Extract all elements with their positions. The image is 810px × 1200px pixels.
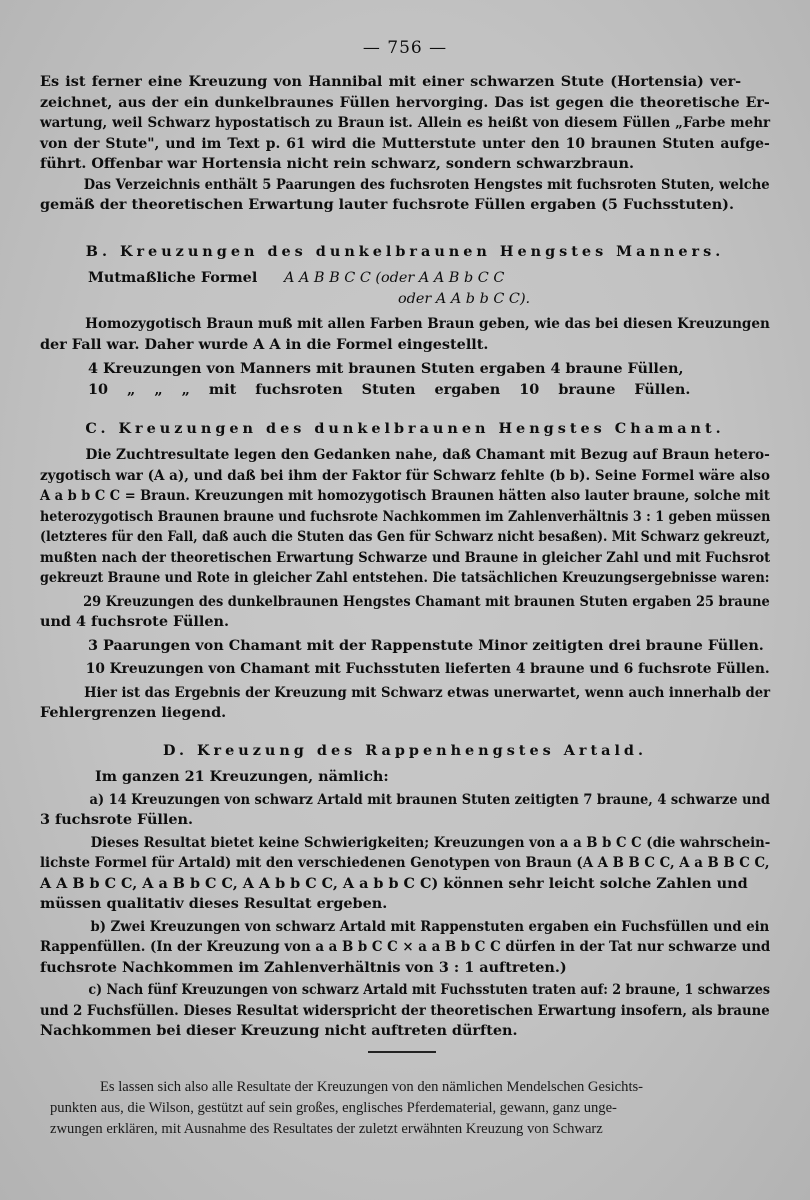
paragraph-artald	[40, 767, 770, 1042]
text-line: 29 Kreuzungen des dunkelbraunen Hengstes Chamant mit braunen Stuten ergaben 25 braune	[83, 592, 770, 610]
text-line: 10 Kreuzungen von Chamant mit Fuchsstuten lieferten 4 braune und 6 fuchsrote Füllen.	[85, 660, 770, 677]
section-heading-c: C. Kreuzungen des dunkelbraunen Hengstes Chamant.	[85, 420, 725, 437]
text-line: und 4 fuchsrote Füllen.	[40, 613, 229, 630]
text-line: zwungen erklären, mit Ausnahme des Resultates der zuletzt erwähnten Kreuzung von Schwarz	[50, 1121, 603, 1137]
formula-line-2: oder A A b b C C).	[398, 291, 531, 307]
text-line: (letzteres für den Fall, daß auch die Stuten das Gen für Schwarz nicht besaßen). Mit Schwarz gekreuzt,	[40, 528, 771, 545]
text-line: fuchsrote Nachkommen im Zahlenverhältnis von 3 : 1 auftreten.)	[40, 958, 567, 976]
formula-line-1: A A B B C C (oder A A B b C C	[284, 270, 505, 286]
text-line: punkten aus, die Wilson, gestützt auf sein großes, englisches Pferdematerial, gewann, ganz unge-	[50, 1100, 617, 1116]
text-line: Fehlergrenzen liegend.	[40, 704, 227, 721]
text-line: der Fall war. Daher wurde A A in die Formel eingestellt.	[40, 335, 489, 353]
text-line: Rappenfüllen. (In der Kreuzung von a a B b C C × a a B b C C dürfen in der Tat nur schwarze und	[40, 938, 771, 955]
closing-paragraph	[50, 1077, 770, 1140]
section-heading-d: D. Kreuzung des Rappenhengstes Artald.	[163, 742, 647, 759]
text-line: A A B b C C, A a B b C C, A A b b C C, A a b b C C) können sehr leicht solche Zahlen und	[40, 874, 748, 892]
text-line: 3 fuchsrote Füllen.	[40, 811, 193, 828]
text-line: wartung, weil Schwarz hypostatisch zu Braun ist. Allein es heißt von diesem Füllen „Farbe mehr	[40, 114, 771, 131]
text-line: Es lassen sich also alle Resultate der Kreuzungen von den nämlichen Mendelschen Gesichts-	[100, 1079, 644, 1095]
text-line: Dieses Resultat bietet keine Schwierigkeiten; Kreuzungen von a a B b C C (die wahrschein-	[90, 833, 771, 851]
text-line: a) 14 Kreuzungen von schwarz Artald mit braunen Stuten zeitigten 7 braune, 4 schwarze und	[89, 790, 770, 808]
text-line: Im ganzen 21 Kreuzungen, nämlich:	[95, 768, 389, 785]
text-line: Hier ist das Ergebnis der Kreuzung mit Schwarz etwas unerwartet, wenn auch innerhalb der	[84, 683, 771, 701]
text-line: Es ist ferner eine Kreuzung von Hannibal mit einer schwarzen Stute (Hortensia) ver-	[40, 73, 742, 90]
text-line: und 2 Fuchsfüllen. Dieses Resultat widerspricht der theoretischen Erwartung insofern, als braune	[40, 1001, 770, 1019]
text-line: gekreuzt Braune und Rote in gleicher Zahl entstehen. Die tatsächlichen Kreuzungsergebnisse waren:	[40, 569, 770, 586]
text-line: Nachkommen bei dieser Kreuzung nicht auftreten dürften.	[40, 1022, 518, 1039]
paragraph-manners	[40, 314, 770, 400]
text-line: von der Stute", und im Text p. 61 wird die Mutterstute unter den 10 braunen Stuten aufge-	[40, 134, 770, 152]
text-line: 4 Kreuzungen von Manners mit braunen Stuten ergaben 4 braune Füllen,	[88, 360, 684, 377]
text-line: lichste Formel für Artald) mit den verschiedenen Genotypen von Braun (A A B B C C, A a B B C C,	[40, 854, 770, 871]
paragraph-hortensia	[40, 72, 770, 216]
text-line: zygotisch war (A a), und daß bei ihm der Faktor für Schwarz fehlte (b b). Seine Formel wäre also	[40, 466, 771, 484]
section-divider	[368, 1051, 436, 1053]
text-line: 10 „ „ „ mit fuchsroten Stuten ergaben 10 braune Füllen.	[88, 380, 691, 398]
text-line: Das Verzeichnis enthält 5 Paarungen des fuchsroten Hengstes mit fuchsroten Stuten, welche	[83, 175, 770, 193]
page-number: — 756 —	[362, 38, 448, 58]
text-line: b) Zwei Kreuzungen von schwarz Artald mit Rappenstuten ergaben ein Fuchsfüllen und ein	[90, 917, 770, 935]
text-line: gemäß der theoretischen Erwartung lauter fuchsrote Füllen ergaben (5 Fuchsstuten).	[40, 196, 734, 213]
text-line: müssen qualitativ dieses Resultat ergeben.	[40, 895, 388, 912]
section-heading-b: B. Kreuzungen des dunkelbraunen Hengstes Manners.	[85, 243, 725, 260]
text-line: zeichnet, aus der ein dunkelbraunes Füllen hervorging. Das ist gegen die theoretische Er-	[40, 93, 770, 111]
text-line: 3 Paarungen von Chamant mit der Rappenstute Minor zeitigten drei braune Füllen.	[88, 636, 764, 654]
text-line: mußten nach der theoretischen Erwartung Schwarze und Braune in gleicher Zahl und mit Fuchsrot	[40, 548, 771, 566]
text-line: heterozygotisch Braunen braune und fuchsrote Nachkommen im Zahlenverhältnis 3 : 1 geben müssen	[40, 507, 771, 525]
text-line: Homozygotisch Braun muß mit allen Farben Braun geben, wie das bei diesen Kreuzungen	[85, 315, 770, 332]
paragraph-chamant	[40, 445, 770, 724]
formula-label: Mutmaßliche Formel	[88, 269, 258, 286]
text-line: A a b b C C = Braun. Kreuzungen mit homozygotisch Braunen hätten also lauter braune, solche mit	[40, 487, 770, 504]
text-line: c) Nach fünf Kreuzungen von schwarz Artald mit Fuchsstuten traten auf: 2 braune, 1 schwarzes	[88, 981, 770, 998]
text-line: Die Zuchtresultate legen den Gedanken nahe, daß Chamant mit Bezug auf Braun hetero-	[85, 446, 770, 463]
text-line: führt. Offenbar war Hortensia nicht rein schwarz, sondern schwarzbraun.	[40, 155, 634, 172]
